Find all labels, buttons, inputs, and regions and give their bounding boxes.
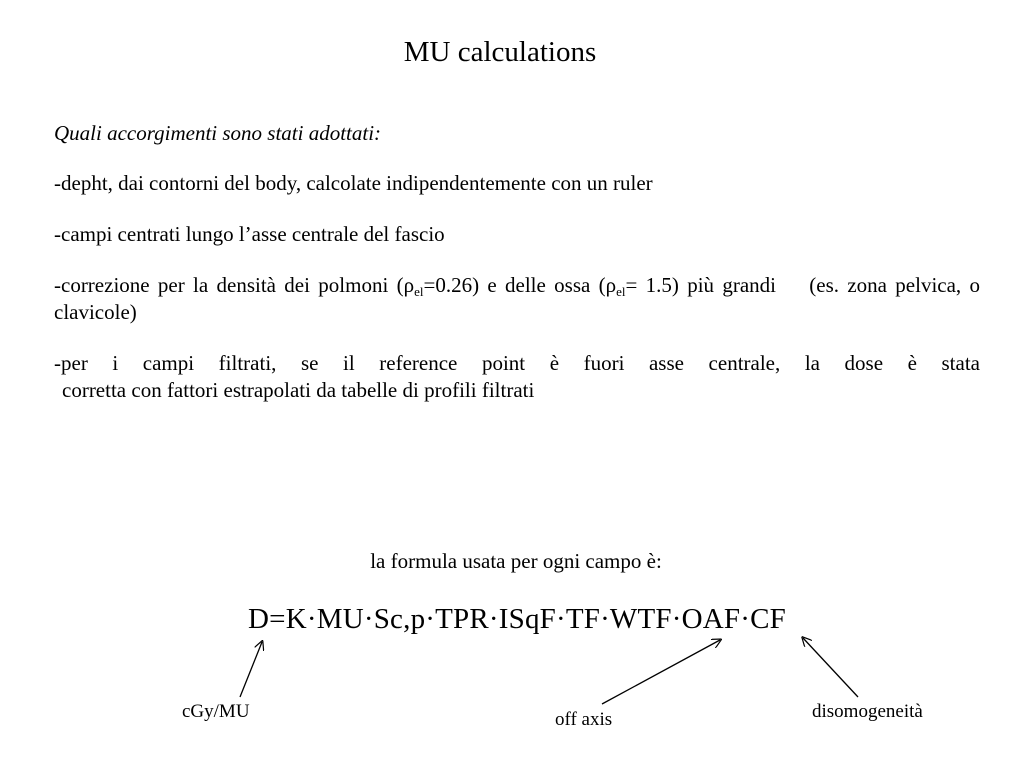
rho-symbol-bone: ρ [605,273,617,297]
label-disomogeneita: disomogeneità [812,701,923,722]
rho-symbol-lung: ρ [403,273,415,297]
label-off-axis: off axis [555,709,613,730]
bullet-centered-fields: -campi centrati lungo l’asse centrale del fascio [54,222,445,246]
formula-intro: la formula usata per ogni campo è: [370,549,662,573]
density-text-2: =0.26) e delle ossa ( [423,273,606,297]
bullet-density-correction [54,272,980,326]
arrow-off-axis [602,640,720,704]
intro-question: Quali accorgimenti sono stati adottati: [54,121,382,145]
rho-subscript-bone: el [616,284,626,299]
slide-title: MU calculations [403,36,597,68]
bullet-filtered-fields [54,350,980,404]
bullet-depth: -depht, dai contorni del body, calcolate indipendentemente con un ruler [54,171,653,195]
content-body [54,120,980,428]
arrow-cgy [240,642,262,697]
mu-formula: D=K·MU·Sc,p·TPR·ISqF·TF·WTF·OAF·CF [248,603,786,635]
rho-subscript-lung: el [414,284,424,299]
label-cgy-mu: cGy/MU [182,701,250,722]
density-text-3: = 1.5) più grandi (es. zona pelvica, o clavicole) [54,273,980,324]
density-text-1: -correzione per la densità dei polmoni ( [54,273,404,297]
filtered-line-1: -per i campi filtrati, se il reference point è fuori asse centrale, la dose è stata [54,351,980,375]
filtered-line-2: corretta con fattori estrapolati da tabelle di profili filtrati [62,378,535,402]
arrow-disomogeneita [803,638,858,697]
